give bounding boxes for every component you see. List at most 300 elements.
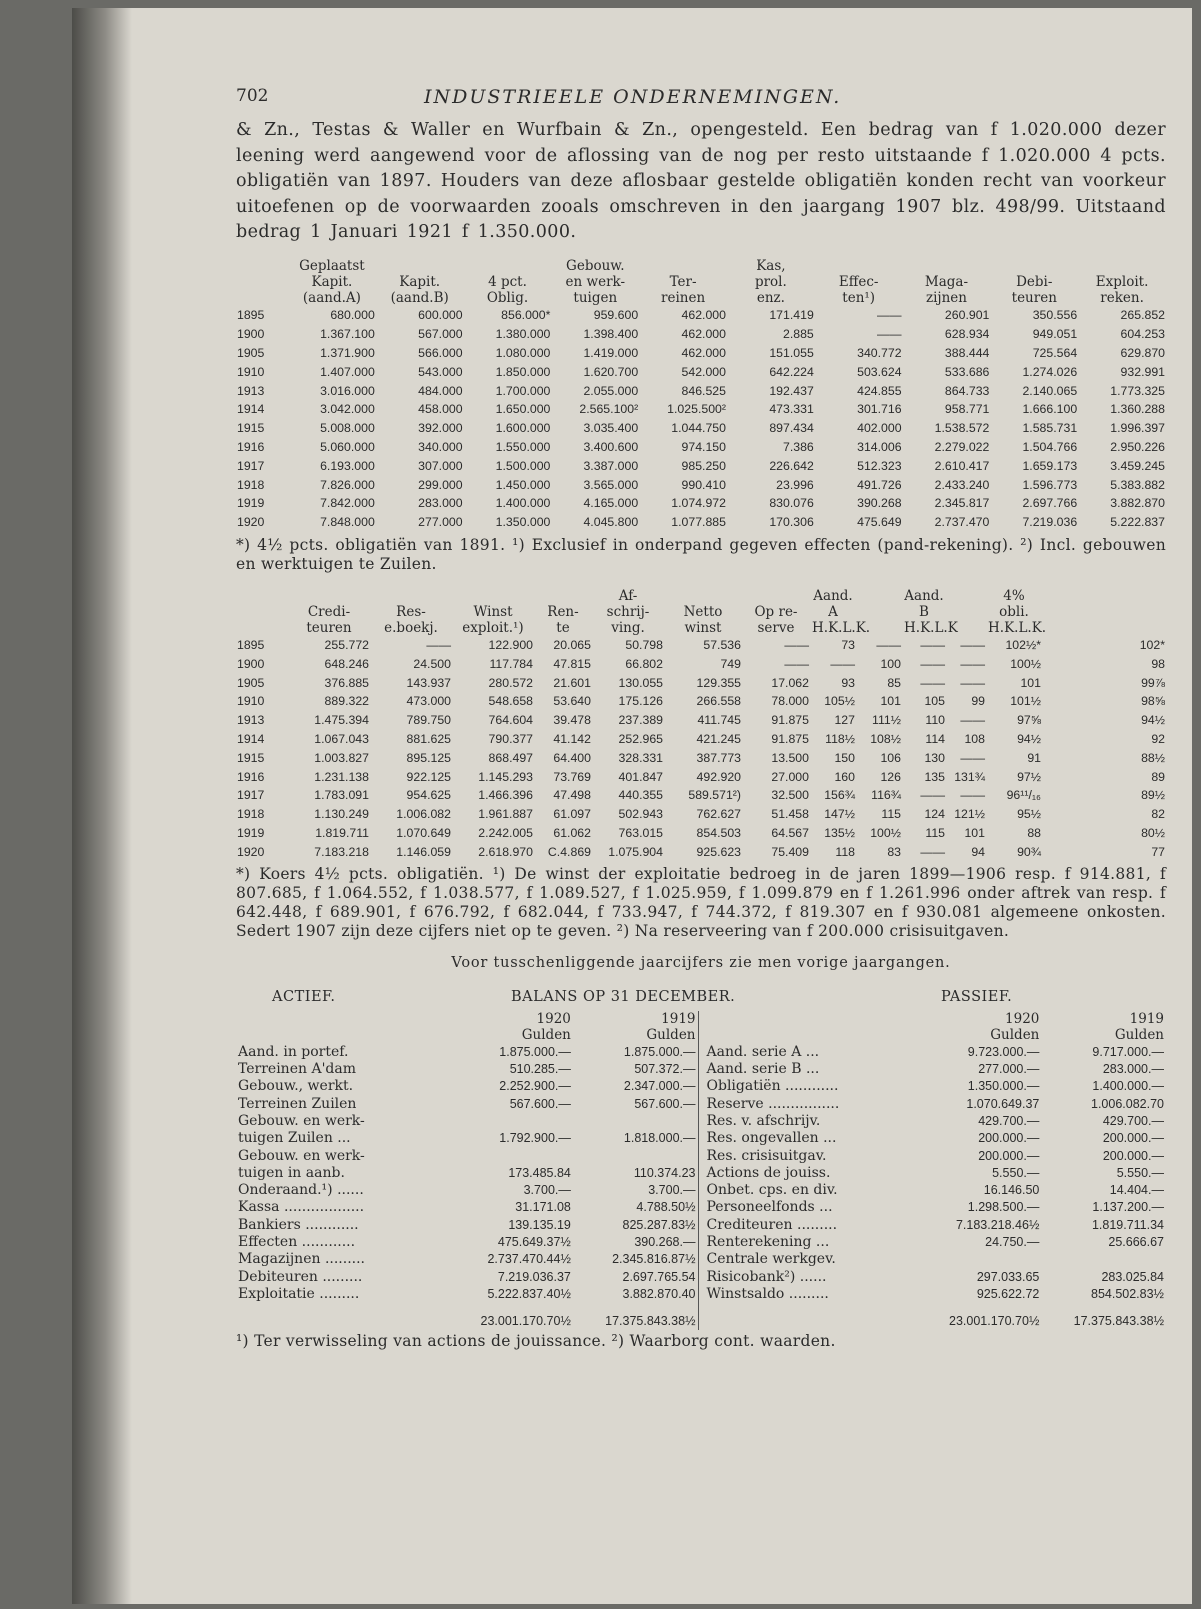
table-cell: 57.536 <box>703 637 741 652</box>
actief-value: 139.135.19 <box>508 1217 571 1232</box>
table-cell: 6.193.000 <box>320 458 375 473</box>
table-cell: 156¾ <box>824 788 855 803</box>
table-cell: 1.773.325 <box>1110 383 1165 398</box>
table-cell: —— <box>920 637 945 652</box>
passief-value: 1.350.000.— <box>967 1079 1040 1094</box>
row-year: 1905 <box>237 345 265 360</box>
table-cell: 100½ <box>870 825 901 840</box>
table-cell: 1.700.000 <box>495 383 551 398</box>
balance-title: BALANS OP 31 DECEMBER. <box>511 989 736 1006</box>
passief-value: 283.025.84 <box>1101 1269 1164 1284</box>
table-cell: 881.625 <box>406 731 451 746</box>
table-cell: 280.572 <box>488 675 533 690</box>
table-row <box>236 824 1166 843</box>
table-cell: 1.659.173 <box>1022 458 1078 473</box>
table-cell: 129.355 <box>696 675 741 690</box>
table-row <box>236 456 1166 475</box>
passief-table <box>705 1011 1167 1330</box>
table-cell: 1.006.082 <box>396 807 451 822</box>
table-cell: 126 <box>880 769 901 784</box>
table-cell: —— <box>920 656 945 671</box>
table-row <box>236 711 1166 730</box>
table-cell: 1.044.750 <box>671 421 726 436</box>
table-cell: 3.459.245 <box>1110 458 1165 473</box>
table-cell: 23.996 <box>776 477 814 492</box>
table-cell: 226.642 <box>769 458 814 473</box>
table-cell: 78.000 <box>771 694 809 709</box>
table-cell: 1.067.043 <box>314 731 369 746</box>
table-cell: 1.274.026 <box>1022 364 1078 379</box>
intro-paragraph: & Zn., Testas & Waller en Wurfbain & Zn., opengesteld. Een bedrag van f 1.020.000 dezer leening werd aangewend voor de aflossing van de nog per resto uitstaande f 1.020.000 4 pcts. obligatiën van 1897. Houders van deze aflosbaar gestelde obligatiën konden recht van voorkeur uitoefenen op de voorwaarden zooals omschreven in den jaargang 1907 blz. 498/99. Uitstaand bedrag 1 Januari 1921 f 1.350.000. <box>236 120 1166 243</box>
table-cell: 108 <box>964 731 985 746</box>
table-cell: 83 <box>887 844 901 859</box>
actief-label: Debiteuren ......... <box>238 1268 363 1285</box>
passief-row <box>705 1164 1167 1181</box>
table-cell: 266.558 <box>696 694 741 709</box>
passief-value: 200.000.— <box>1102 1131 1164 1146</box>
actief-value: 567.600.— <box>634 1096 696 1111</box>
table-cell: 340.772 <box>857 345 902 360</box>
table-cell: 105½ <box>824 694 855 709</box>
table-cell: —— <box>960 750 985 765</box>
actief-label: Exploitatie ......... <box>238 1285 360 1302</box>
table-cell: 24.500 <box>413 656 451 671</box>
actief-value: 3.700.— <box>523 1183 571 1198</box>
table-cell: 94 <box>971 844 985 859</box>
table-cell: 458.000 <box>418 402 463 417</box>
table-cell: —— <box>960 788 985 803</box>
table-row <box>236 438 1166 457</box>
table-row <box>236 786 1166 805</box>
table-cell: 895.125 <box>406 750 451 765</box>
table2-header: Aand. B H.K.L.K <box>904 587 958 636</box>
actief-label: Gebouw. en werk- <box>238 1147 365 1164</box>
table-cell: 392.000 <box>418 421 463 436</box>
table-cell: 2.433.240 <box>934 477 990 492</box>
table-cell: 440.355 <box>618 788 663 803</box>
table-row <box>236 344 1166 363</box>
actief-row <box>236 1216 698 1233</box>
table-cell: 990.410 <box>681 477 726 492</box>
table-cell: 789.750 <box>406 713 451 728</box>
table-cell: 32.500 <box>771 788 809 803</box>
capital-table <box>236 258 1166 532</box>
row-year: 1905 <box>237 675 265 690</box>
actief-label: Gebouw. en werk- <box>238 1112 365 1129</box>
table-cell: 114 <box>925 731 945 746</box>
table-cell: 1.466.396 <box>478 788 533 803</box>
passief-label: Res. ongevallen ... <box>706 1130 837 1147</box>
actief-value: 1.818.000.— <box>623 1131 696 1146</box>
row-year: 1916 <box>237 769 265 784</box>
table-row <box>236 494 1166 513</box>
table-cell: —— <box>960 675 985 690</box>
actief-total-1920: 23.001.170.70½ <box>480 1314 571 1329</box>
actief-label: tuigen in aanb. <box>238 1164 345 1181</box>
table-cell: 99 <box>971 694 985 709</box>
table-cell: 1.400.000 <box>495 496 551 511</box>
actief-value: 1.875.000.— <box>623 1044 696 1059</box>
table-cell: 1.146.059 <box>396 844 451 859</box>
table1-header: Effec- ten¹) <box>838 273 879 306</box>
table-cell: 4.165.000 <box>583 496 639 511</box>
passief-row <box>705 1251 1167 1268</box>
table-cell: 1.398.400 <box>583 327 639 342</box>
table-cell: 101 <box>1020 675 1041 690</box>
table-cell: 96¹¹/₁₆ <box>1006 788 1041 803</box>
row-year: 1917 <box>237 458 265 473</box>
table-cell: 533.686 <box>944 364 990 379</box>
table-cell: 260.901 <box>944 308 990 323</box>
actief-row <box>236 1199 698 1216</box>
passief-value: 9.723.000.— <box>967 1044 1040 1059</box>
table-cell: 51.458 <box>771 807 809 822</box>
passief-label: Risicobank²) ...... <box>706 1268 827 1285</box>
table2-header <box>1042 588 1166 636</box>
table2-header: Op re- serve <box>754 603 798 636</box>
table-cell: 1.538.572 <box>934 421 990 436</box>
table-cell: 680.000 <box>330 308 375 323</box>
actief-row <box>236 1060 698 1077</box>
actief-value: 2.252.900.— <box>499 1079 571 1094</box>
actief-row <box>236 1181 698 1198</box>
passief-value: 1.298.500.— <box>967 1200 1040 1215</box>
passief-value: 297.033.65 <box>976 1269 1040 1284</box>
actief-label: Terreinen A'dam <box>238 1061 356 1078</box>
table-cell: 1.600.000 <box>495 421 551 436</box>
table-cell: 252.965 <box>618 731 663 746</box>
table-cell: 90¾ <box>1017 844 1041 859</box>
passief-label: Aand. serie B ... <box>706 1061 820 1078</box>
table-cell: 7.386 <box>783 439 814 454</box>
table-cell: 484.000 <box>418 383 463 398</box>
table-cell: 277.000 <box>418 515 463 530</box>
table-row <box>236 513 1166 532</box>
table-cell: 764.604 <box>488 713 533 728</box>
table-cell: 628.934 <box>944 327 990 342</box>
passief-column <box>698 1011 1167 1330</box>
passief-value: 1.137.200.— <box>1092 1200 1164 1215</box>
table-cell: —— <box>830 656 855 671</box>
table1-header: 4 pct. Oblig. <box>486 273 529 306</box>
table-cell: —— <box>876 637 901 652</box>
table-cell: 20.065 <box>553 637 591 652</box>
table-cell: 5.008.000 <box>320 421 375 436</box>
actief-row <box>236 1095 698 1112</box>
actief-value: 7.219.036.37 <box>497 1269 571 1284</box>
table-cell: 340.000 <box>418 439 463 454</box>
actief-label: Gebouw., werkt. <box>238 1078 354 1095</box>
actief-title: ACTIEF. <box>272 989 336 1006</box>
table-cell: 5.222.837 <box>1110 515 1165 530</box>
passief-row <box>705 1268 1167 1285</box>
table-cell: 135½ <box>824 825 855 840</box>
table-cell: 94½ <box>1017 731 1041 746</box>
table-cell: 2.565.100² <box>579 402 639 417</box>
row-year: 1914 <box>237 402 265 417</box>
table-cell: 856.000* <box>501 308 551 323</box>
table-cell: 1.585.731 <box>1022 421 1078 436</box>
actief-row <box>236 1251 698 1268</box>
table-cell: 89 <box>1151 769 1165 784</box>
table-cell: 2.885 <box>783 327 814 342</box>
passief-value: 1.006.082.70 <box>1091 1096 1164 1111</box>
table-cell: 88 <box>1027 825 1041 840</box>
table-cell: 762.627 <box>696 807 741 822</box>
table-cell: 101½ <box>1010 694 1041 709</box>
passief-row <box>705 1078 1167 1095</box>
actief-value: 3.882.870.40 <box>622 1286 696 1301</box>
table-cell: 73 <box>841 637 855 652</box>
table-cell: 130.055 <box>618 675 663 690</box>
table2-header: Credi- teuren <box>306 603 352 636</box>
table-cell: 314.006 <box>857 439 902 454</box>
table1-header: Maga- zijnen <box>924 273 969 306</box>
table-cell: 1.367.100 <box>320 327 375 342</box>
table-cell: 3.016.000 <box>320 383 375 398</box>
table-cell: 925.623 <box>696 844 741 859</box>
table-row <box>236 419 1166 438</box>
passief-row <box>705 1130 1167 1147</box>
table-cell: 864.733 <box>944 383 990 398</box>
table-cell: 283.000 <box>418 496 463 511</box>
row-year: 1913 <box>237 713 265 728</box>
table-cell: 1.130.249 <box>314 807 369 822</box>
actief-value: 507.372.— <box>634 1062 696 1077</box>
actief-value: 1.875.000.— <box>499 1044 571 1059</box>
table-cell: 91 <box>1027 750 1041 765</box>
table-cell: 151.055 <box>769 345 814 360</box>
passief-row <box>705 1199 1167 1216</box>
table-row <box>236 805 1166 824</box>
table-row <box>236 381 1166 400</box>
actief-row <box>236 1233 698 1250</box>
table-cell: 1.419.000 <box>583 345 639 360</box>
passief-label: Obligatiën ............ <box>706 1078 839 1095</box>
table-cell: 7.826.000 <box>320 477 375 492</box>
passief-value: 14.404.— <box>1109 1183 1164 1198</box>
table-cell: 105 <box>924 694 945 709</box>
table-cell: 147½ <box>824 807 855 822</box>
table1-header: Debi- teuren <box>1011 273 1057 306</box>
table-cell: 542.000 <box>681 364 726 379</box>
table-cell: 7.848.000 <box>320 515 375 530</box>
table2-header: Af- schrij- ving. <box>606 587 650 636</box>
table-cell: 648.246 <box>324 656 369 671</box>
table-cell: 350.556 <box>1032 308 1078 323</box>
table-cell: 299.000 <box>418 477 463 492</box>
table-cell: 790.377 <box>488 731 533 746</box>
table-cell: 390.268 <box>857 496 902 511</box>
passief-row <box>705 1060 1167 1077</box>
table-cell: 3.387.000 <box>583 458 639 473</box>
table-cell: 1.407.000 <box>320 364 375 379</box>
passief-row <box>705 1043 1167 1060</box>
table-row <box>236 842 1166 861</box>
table-cell: —— <box>426 637 451 652</box>
actief-value: 173.485.84 <box>508 1165 571 1180</box>
table-cell: 127 <box>834 713 855 728</box>
table-cell: 1.504.766 <box>1022 439 1078 454</box>
actief-table <box>236 1011 698 1330</box>
actief-value <box>573 1147 698 1164</box>
passief-value: 200.000.— <box>1102 1148 1164 1163</box>
table-cell: 1.961.887 <box>478 807 533 822</box>
table-cell: 3.042.000 <box>320 402 375 417</box>
actief-value: 5.222.837.40½ <box>487 1286 571 1301</box>
actief-value <box>448 1147 573 1164</box>
passief-row <box>705 1095 1167 1112</box>
results-table-note: *) Koers 4½ pcts. obligatiën. ¹) De winst der exploitatie bedroeg in de jaren 1899—1906 resp. f 914.881, f 807.685, f 1.064.552, f 1.038.577, f 1.089.527, f 1.025.959, f 1.099.879 en f 1.261.996 onder aftrek van resp. f 642.448, f 689.901, f 676.792, f 682.044, f 733.947, f 744.372, f 819.307 en f 930.081 algemeene onkosten. Sedert 1907 zijn deze cijfers niet op te geven. ²) Na reserveering van f 200.000 crisisuitgaven. <box>236 865 1166 941</box>
table-cell: 27.000 <box>771 769 809 784</box>
actief-value: 567.600.— <box>509 1096 571 1111</box>
table-cell: 75.409 <box>771 844 809 859</box>
passief-label: Res. v. afschrijv. <box>706 1112 821 1129</box>
table-cell: 41.142 <box>553 731 591 746</box>
passief-label: Aand. serie A ... <box>706 1043 820 1060</box>
table-cell: 101 <box>964 825 985 840</box>
actief-label: Terreinen Zuilen <box>238 1095 357 1112</box>
table-cell: 3.565.000 <box>583 477 639 492</box>
passief-label: Centrale werkgev. <box>706 1251 836 1268</box>
table-cell: 600.000 <box>418 308 463 323</box>
row-year: 1915 <box>237 750 265 765</box>
passief-label: Renterekening ... <box>706 1234 830 1250</box>
row-year: 1919 <box>237 825 265 840</box>
table-cell: 958.771 <box>944 402 990 417</box>
table-cell: 1.371.900 <box>320 345 375 360</box>
row-year: 1900 <box>237 656 265 671</box>
row-year: 1910 <box>237 364 265 379</box>
table-row <box>236 475 1166 494</box>
table-cell: 491.726 <box>857 477 902 492</box>
table-cell: 101 <box>880 694 901 709</box>
table-cell: 102* <box>1139 637 1165 652</box>
passief-value: 7.183.218.46½ <box>955 1217 1040 1232</box>
table-cell: 629.870 <box>1120 345 1165 360</box>
actief-value: 2.347.000.— <box>623 1079 696 1094</box>
table-cell: 82 <box>1151 807 1165 822</box>
row-year: 1917 <box>237 788 265 803</box>
table-cell: —— <box>960 656 985 671</box>
actief-row <box>236 1268 698 1285</box>
table-cell: 111½ <box>872 713 901 728</box>
table-cell: 985.250 <box>681 458 726 473</box>
table-cell: 2.345.817 <box>934 496 990 511</box>
table-cell: 77 <box>1151 844 1165 859</box>
actief-label: Bankiers ............ <box>238 1216 359 1233</box>
row-year: 1895 <box>237 308 265 323</box>
table-cell: 255.772 <box>324 637 369 652</box>
passief-value: 200.000.— <box>978 1148 1040 1163</box>
table-cell: 897.434 <box>769 421 814 436</box>
passief-value: 1.819.711.34 <box>1091 1217 1164 1232</box>
table-cell: 2.950.226 <box>1110 439 1165 454</box>
table-cell: —— <box>920 675 945 690</box>
passief-row <box>705 1233 1167 1250</box>
passief-value: 1.070.649.37 <box>966 1096 1040 1111</box>
table-cell: 462.000 <box>681 308 726 323</box>
table-cell: 115 <box>881 807 901 822</box>
actief-label: Aand. in portef. <box>238 1043 349 1060</box>
table-cell: 85 <box>887 675 901 690</box>
table-cell: —— <box>784 637 809 652</box>
table-row <box>236 654 1166 673</box>
table-cell: 89½ <box>1141 788 1165 803</box>
table-cell: 1.475.394 <box>314 713 369 728</box>
table-row <box>236 325 1166 344</box>
table-cell: 47.498 <box>553 788 591 803</box>
passief-row <box>705 1181 1167 1198</box>
row-year: 1900 <box>237 327 265 342</box>
passief-label: Onbet. cps. en div. <box>706 1182 838 1199</box>
page-content <box>236 78 1166 1350</box>
passief-value: 429.700.— <box>1102 1113 1164 1128</box>
book-page <box>72 8 1192 1604</box>
table-cell: 88½ <box>1141 750 1165 765</box>
row-year: 1919 <box>237 496 265 511</box>
table-cell: 1.596.773 <box>1022 477 1078 492</box>
passief-value: 25.666.67 <box>1108 1235 1164 1249</box>
table1-header <box>236 258 288 306</box>
table-cell: 98⅝ <box>1141 694 1165 709</box>
table-cell: 376.885 <box>324 675 369 690</box>
table-cell: 1.666.100 <box>1022 402 1078 417</box>
table-cell: 160 <box>834 769 855 784</box>
table-cell: 421.245 <box>696 731 741 746</box>
actief-value: 110.374.23 <box>633 1165 696 1180</box>
table-cell: 171.419 <box>769 308 814 323</box>
table-cell: 61.062 <box>553 825 591 840</box>
passief-row <box>705 1216 1167 1233</box>
actief-row <box>236 1112 698 1129</box>
passief-row <box>705 1147 1167 1164</box>
table-cell: 604.253 <box>1120 327 1165 342</box>
table1-header: Kapit. (aand.B) <box>390 273 449 306</box>
table1-header: Geplaatst Kapit. (aand.A) <box>299 257 365 306</box>
actief-row <box>236 1164 698 1181</box>
table-cell: 106 <box>880 750 901 765</box>
passief-col-1920: 1920 Gulden <box>990 1011 1040 1044</box>
table-cell: 2.618.970 <box>478 844 533 859</box>
table-cell: —— <box>960 637 985 652</box>
table-cell: 124 <box>924 807 945 822</box>
table-cell: 548.658 <box>488 694 533 709</box>
page-header <box>236 78 1166 118</box>
table-cell: 1.819.711 <box>315 825 369 840</box>
actief-value: 1.792.900.— <box>499 1131 571 1146</box>
table-cell: 462.000 <box>681 345 726 360</box>
table2-header: Winst exploit.¹) <box>462 603 524 636</box>
actief-label: Kassa .................. <box>238 1199 365 1216</box>
passief-label: Crediteuren ......... <box>706 1216 838 1233</box>
table-cell: 237.389 <box>618 713 663 728</box>
table-cell: 91.875 <box>771 731 809 746</box>
table-cell: 5.383.882 <box>1110 477 1165 492</box>
table-cell: 143.937 <box>406 675 451 690</box>
table-cell: 4.045.800 <box>583 515 639 530</box>
table2-header: Res- e.boekj. <box>384 603 438 636</box>
table2-header: 4% obli. H.K.L.K. <box>988 587 1047 636</box>
table-cell: 475.649 <box>857 515 902 530</box>
table2-header: Aand. A H.K.L.K. <box>812 587 871 636</box>
table-cell: 97⅝ <box>1017 713 1041 728</box>
table-cell: 387.773 <box>696 750 741 765</box>
actief-value: 390.268.— <box>634 1235 696 1249</box>
table-cell: 1.850.000 <box>495 364 551 379</box>
table-cell: 99⅞ <box>1141 675 1165 690</box>
table-cell: 192.437 <box>769 383 814 398</box>
